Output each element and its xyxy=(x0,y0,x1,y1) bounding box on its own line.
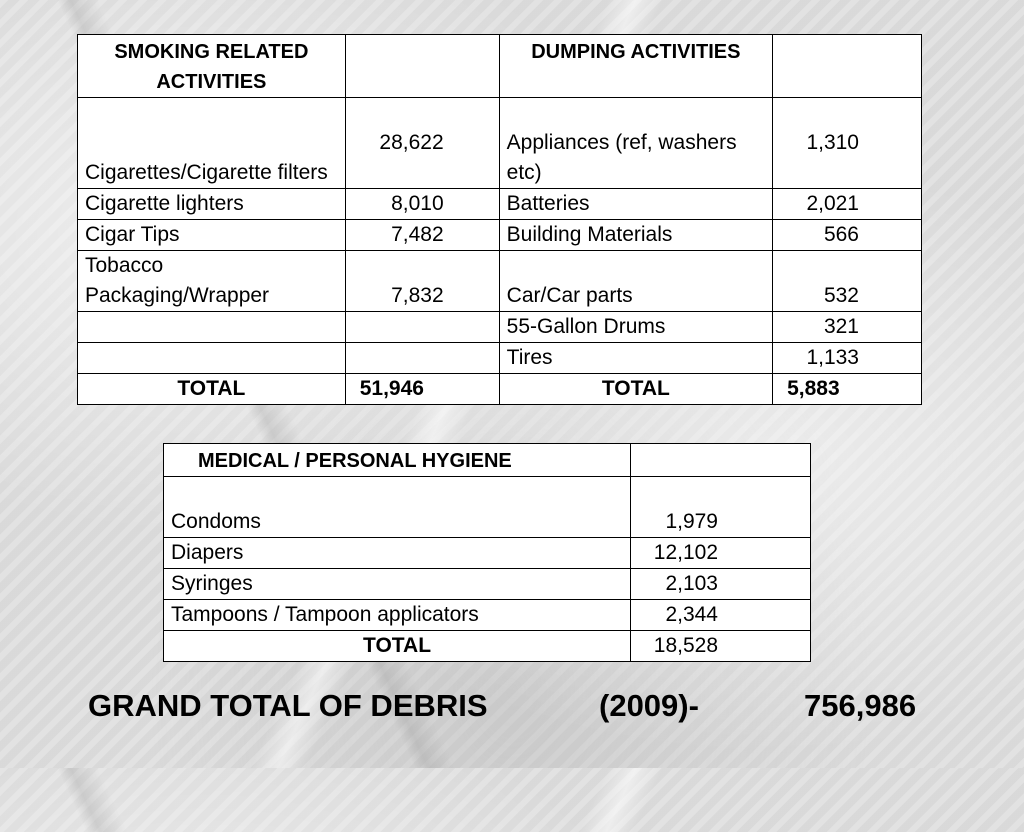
table-header-row xyxy=(78,35,922,98)
table-row xyxy=(164,477,811,538)
medical-count: 2,344 xyxy=(631,600,811,631)
smoking-total-label: TOTAL xyxy=(78,374,346,405)
medical-item: Syringes xyxy=(164,569,631,600)
dumping-count: 532 xyxy=(773,251,922,312)
grand-total-label: GRAND TOTAL OF DEBRIS xyxy=(88,688,488,723)
smoking-total-value: 51,946 xyxy=(345,374,499,405)
smoking-count xyxy=(345,343,499,374)
dumping-item: Tires xyxy=(499,343,772,374)
medical-item: Condoms xyxy=(164,477,631,538)
empty-header-cell xyxy=(773,35,922,98)
smoking-item: Cigar Tips xyxy=(78,220,346,251)
grand-total-value: 756,986 xyxy=(804,688,917,723)
dumping-count: 1,310 xyxy=(773,98,922,189)
table-row xyxy=(78,189,922,220)
medical-item: Diapers xyxy=(164,538,631,569)
dumping-item: 55-Gallon Drums xyxy=(499,312,772,343)
dumping-item: Building Materials xyxy=(499,220,772,251)
smoking-count: 8,010 xyxy=(345,189,499,220)
smoking-dumping-table xyxy=(77,34,922,405)
dumping-item: Batteries xyxy=(499,189,772,220)
medical-item: Tampoons / Tampoon applicators xyxy=(164,600,631,631)
table-row xyxy=(78,251,922,312)
table-row xyxy=(78,98,922,189)
medical-total-label: TOTAL xyxy=(164,631,631,662)
medical-header: MEDICAL / PERSONAL HYGIENE xyxy=(164,444,631,477)
dumping-item: Appliances (ref, washers etc) xyxy=(499,98,772,189)
table-row xyxy=(164,569,811,600)
grand-total-year: (2009)- xyxy=(599,688,699,723)
dumping-total-value: 5,883 xyxy=(773,374,922,405)
dumping-total-label: TOTAL xyxy=(499,374,772,405)
dumping-count: 1,133 xyxy=(773,343,922,374)
total-row xyxy=(78,374,922,405)
smoking-count xyxy=(345,312,499,343)
smoking-count: 7,482 xyxy=(345,220,499,251)
medical-count: 12,102 xyxy=(631,538,811,569)
table-row xyxy=(78,343,922,374)
table-header-row xyxy=(164,444,811,477)
dumping-count: 566 xyxy=(773,220,922,251)
medical-count: 2,103 xyxy=(631,569,811,600)
table-row xyxy=(78,220,922,251)
smoking-header: SMOKING RELATED ACTIVITIES xyxy=(78,35,346,98)
smoking-item xyxy=(78,312,346,343)
medical-total-value: 18,528 xyxy=(631,631,811,662)
smoking-count: 7,832 xyxy=(345,251,499,312)
medical-hygiene-table xyxy=(163,443,811,662)
dumping-header: DUMPING ACTIVITIES xyxy=(499,35,772,98)
smoking-item: Tobacco Packaging/Wrapper xyxy=(78,251,346,312)
dumping-count: 2,021 xyxy=(773,189,922,220)
table-row xyxy=(164,538,811,569)
total-row xyxy=(164,631,811,662)
empty-header-cell xyxy=(345,35,499,98)
dumping-item: Car/Car parts xyxy=(499,251,772,312)
smoking-item xyxy=(78,343,346,374)
table-row xyxy=(164,600,811,631)
table-row xyxy=(78,312,922,343)
empty-header-cell xyxy=(631,444,811,477)
smoking-item: Cigarette lighters xyxy=(78,189,346,220)
smoking-item: Cigarettes/Cigarette filters xyxy=(78,98,346,189)
grand-total-line xyxy=(88,688,938,832)
dumping-count: 321 xyxy=(773,312,922,343)
medical-count: 1,979 xyxy=(631,477,811,538)
smoking-count: 28,622 xyxy=(345,98,499,189)
